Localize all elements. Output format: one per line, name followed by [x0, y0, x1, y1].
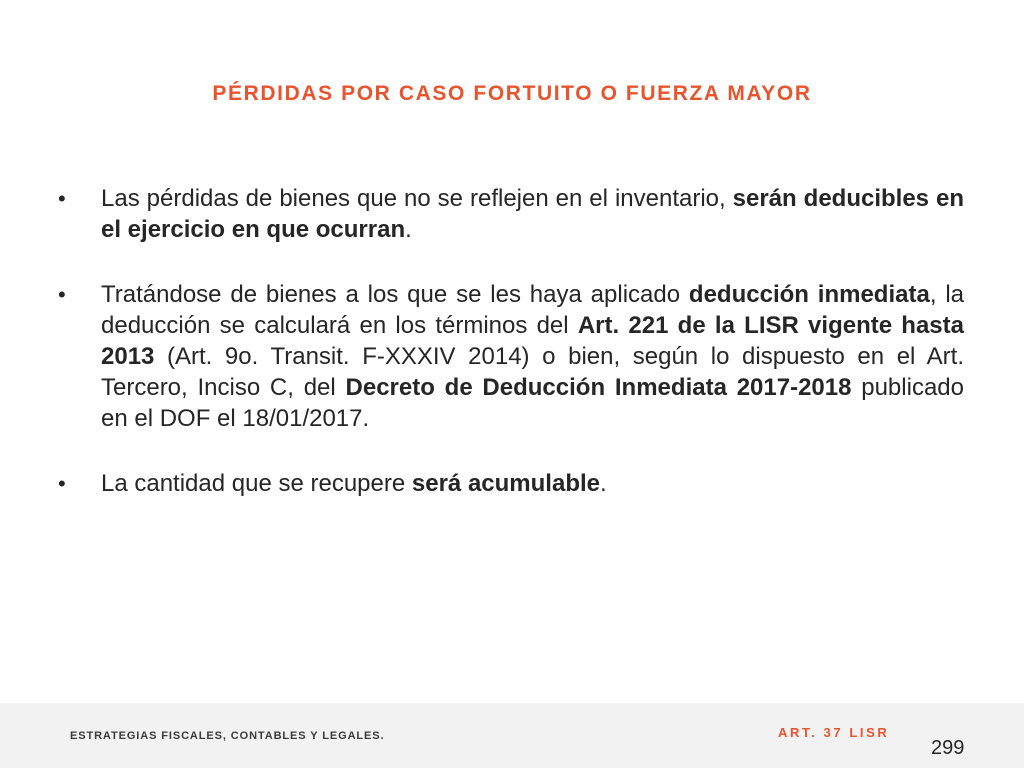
bullet-segment: Tratándose de bienes a los que se les haya aplicado [101, 281, 689, 308]
bullet-dot-icon: • [58, 471, 66, 496]
slide-title: PÉRDIDAS POR CASO FORTUITO O FUERZA MAYOR [212, 82, 812, 105]
bullet-segment: . [600, 470, 607, 497]
bullet-segment: La cantidad que se recupere [101, 470, 412, 497]
bullet-segment: Las pérdidas de bienes que no se reflejen en el inventario, [101, 185, 733, 212]
bullet-segment: (Art. 9o. Transit. F-XXXIV 2014) o bien, según lo dispuesto en el Art. Tercero, Inciso C, del [101, 343, 964, 401]
bullet-segment-bold: deducción inmediata [688, 281, 930, 308]
bullet-item-1 [58, 183, 964, 245]
bullet-item-3 [58, 468, 964, 499]
bullet-segment: publicado en el DOF el 18/01/2017. [101, 374, 964, 432]
footer-bar [0, 703, 1024, 768]
bullet-item-2 [58, 279, 964, 434]
bullet-dot-icon: • [58, 186, 66, 211]
bullet-segment-bold: Decreto de Deducción Inmediata 2017-2018 [345, 374, 852, 401]
bullet-dot-icon: • [58, 282, 66, 307]
bullet-segment-bold: Art. 221 de la LISR vigente hasta 2013 [101, 312, 964, 370]
bullet-list [58, 183, 964, 533]
footer-company-text: ESTRATEGIAS FISCALES, CONTABLES Y LEGALES. [70, 730, 385, 742]
footer-article-reference: ART. 37 LISR [778, 725, 890, 740]
page-number: 299 [931, 737, 965, 759]
bullet-segment-bold: será acumulable [411, 470, 600, 497]
bullet-segment: . [405, 216, 412, 243]
bullet-segment: , la deducción se calculará en los términos del [101, 281, 965, 339]
bullet-segment-bold: serán deducibles en el ejercicio en que ocurran [101, 185, 964, 243]
